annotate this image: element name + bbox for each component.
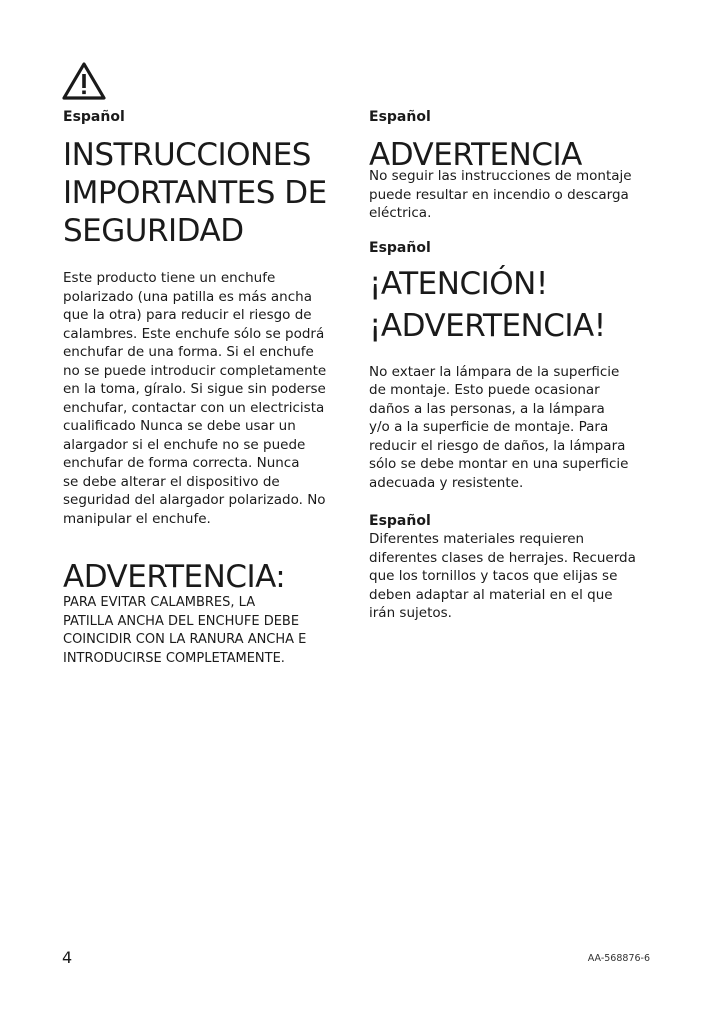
body-line: enchufar de una forma. Si el enchufe <box>63 344 314 360</box>
body-line: adecuada y resistente. <box>369 474 524 491</box>
body-line: No seguir las instrucciones de montaje <box>369 168 632 184</box>
page-number: 4 <box>62 948 73 967</box>
warning-title: ADVERTENCIA: <box>63 559 286 595</box>
body-line: puede resultar en incendio o descarga <box>369 186 629 203</box>
title-line: ¡ATENCIÓN! <box>369 265 548 302</box>
warning-triangle-icon <box>62 62 106 100</box>
body-line: en la toma, gíralo. Si sigue sin poderse <box>63 381 326 397</box>
language-label: Español <box>63 109 125 125</box>
document-code: AA-568876-6 <box>587 953 650 964</box>
body-line: no se puede introducir completamente <box>63 362 327 379</box>
atencion-text <box>369 363 659 493</box>
body-line: que los tornillos y tacos que elijas se <box>369 568 618 584</box>
body-line: No extaer la lámpara de la superficie <box>369 363 620 380</box>
body-line: enchufar de forma correcta. Nunca <box>63 455 300 471</box>
body-line: de montaje. Esto puede ocasionar <box>369 382 600 398</box>
body-line: Este producto tiene un enchufe <box>63 270 276 286</box>
title-line: INSTRUCCIONES <box>63 137 311 173</box>
language-label: Español <box>369 513 431 529</box>
body-line: que la otra) para reducir el riesgo de <box>63 307 312 323</box>
left-column <box>63 108 353 668</box>
body-line: daños a las personas, a la lámpara <box>369 400 605 417</box>
body-line: alargador si el enchufe no se puede <box>63 436 306 453</box>
body-line: deben adaptar al material en el que <box>369 586 613 603</box>
language-label: Español <box>369 239 431 256</box>
title-line: IMPORTANTES DE <box>63 175 327 211</box>
body-line: diferentes clases de herrajes. Recuerda <box>369 549 636 566</box>
warning-line: PARA EVITAR CALAMBRES, LA <box>63 595 256 610</box>
body-line: polarizado (una patilla es más ancha <box>63 288 312 305</box>
language-label: Español <box>369 109 431 125</box>
body-line: se debe alterar el dispositivo de <box>63 473 280 490</box>
advertencia-title: ADVERTENCIA <box>369 137 582 173</box>
title-line: SEGURIDAD <box>63 213 244 249</box>
warning-line: PATILLA ANCHA DEL ENCHUFE DEBE <box>63 613 300 629</box>
body-line: irán sujetos. <box>369 605 452 621</box>
warning-line: COINCIDIR CON LA RANURA ANCHA E <box>63 632 307 647</box>
body-line: y/o a la superficie de montaje. Para <box>369 419 609 435</box>
body-line: sólo se debe montar en una superficie <box>369 456 629 472</box>
body-line: manipular el enchufe. <box>63 510 211 527</box>
body-line: cualificado Nunca se debe usar un <box>63 418 296 434</box>
body-line: reducir el riesgo de daños, la lámpara <box>369 437 626 454</box>
materials-text <box>369 530 659 623</box>
atencion-title <box>369 263 659 347</box>
warning-text <box>63 594 353 668</box>
safety-title <box>63 136 353 250</box>
body-line: seguridad del alargador polarizado. No <box>63 492 326 508</box>
body-line: Diferentes materiales requieren <box>369 531 585 547</box>
advertencia-text <box>369 167 659 223</box>
body-line: calambres. Este enchufe sólo se podrá <box>63 325 325 342</box>
right-column <box>369 108 659 623</box>
body-line: enchufar, contactar con un electricista <box>63 399 325 416</box>
body-line: eléctrica. <box>369 205 432 221</box>
warning-line: INTRODUCIRSE COMPLETAMENTE. <box>63 650 285 666</box>
safety-body <box>63 269 353 528</box>
title-line: ¡ADVERTENCIA! <box>369 307 606 344</box>
